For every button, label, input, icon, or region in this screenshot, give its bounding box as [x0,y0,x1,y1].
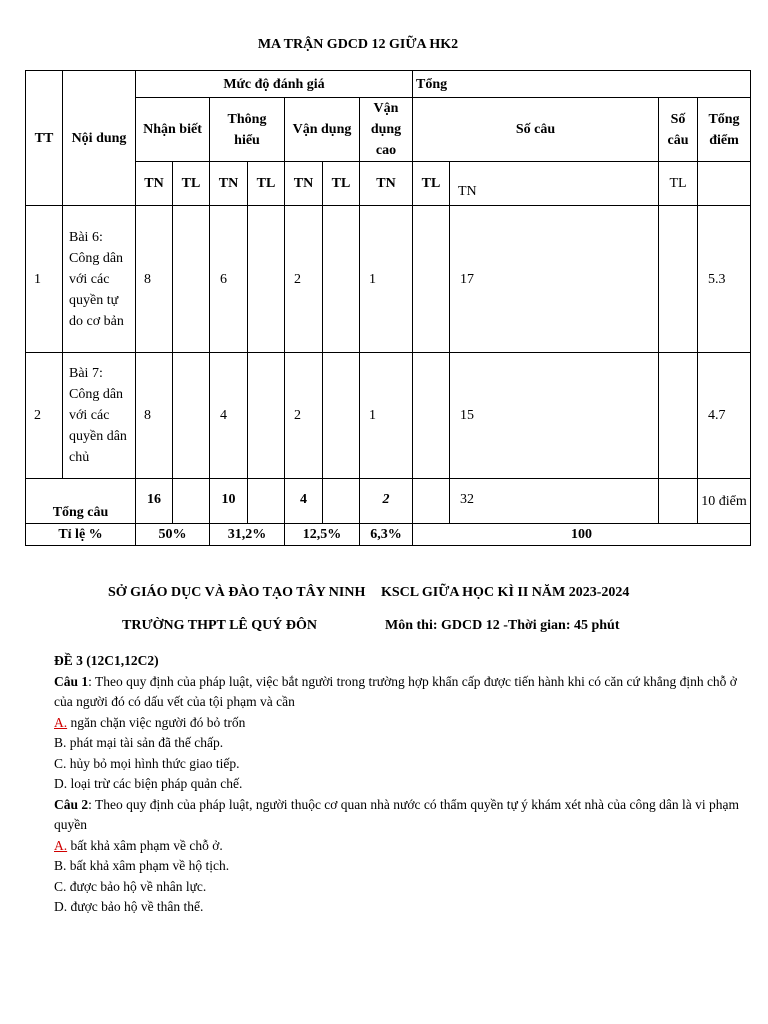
exam-code: ĐỀ 3 (12C1,12C2) [54,653,159,668]
option-a [54,836,744,857]
total-vdc-tl [413,479,450,524]
percent-vdc: 6,3% [360,524,413,546]
total-score: 10 điểm [698,479,751,524]
row-total-tn: 15 [450,353,659,479]
option-text: hủy bỏ mọi hình thức giao tiếp. [66,755,240,771]
row-total-tl [659,353,698,479]
option-text: ngăn chặn việc người đó bỏ trốn [67,714,246,730]
header-recognition: Nhận biết [136,98,210,162]
exam-name: KSCL GIỮA HỌC KÌ II NĂM 2023-2024 [381,585,630,600]
option-text: bất khả xâm phạm về chỗ ở. [67,837,223,853]
header-application: Vận dụng [285,98,360,162]
total-nb-tl [173,479,210,524]
row-vd-tn: 2 [285,353,323,479]
row-total-tl [659,206,698,353]
header-content: Nội dung [63,71,136,206]
percent-th: 31,2% [210,524,285,546]
option-text: phát mại tài sản đã thế chấp. [66,735,224,750]
subject-info: Môn thi: GDCD 12 -Thời gian: 45 phút [385,618,620,633]
row-score: 5.3 [698,206,751,353]
row-vdc-tl [413,206,450,353]
option-letter: C. [54,878,67,894]
row-total-tn: 17 [450,206,659,353]
header-high-application: Vận dụng cao [360,98,413,162]
header-th-tl: TL [248,162,285,206]
school-name: TRƯỜNG THPT LÊ QUÝ ĐÔN [122,618,317,633]
option-b [54,733,744,754]
row-nb-tn: 8 [136,206,173,353]
row-vd-tl [323,206,360,353]
total-vdc: 2 [360,479,413,524]
row-th-tl [248,206,285,353]
header-vdc-tn: TN [360,162,413,206]
header-total: Tổng [413,71,751,98]
row-vdc-tl [413,353,450,479]
header-nb-tl: TL [173,162,210,206]
option-letter: D. [54,776,68,791]
row-vdc-tn: 1 [360,206,413,353]
option-letter-correct: A. [54,714,68,730]
question-2 [54,795,744,836]
option-letter: D. [54,899,68,914]
row-vd-tl [323,353,360,479]
total-th-tl [248,479,285,524]
header-total-score: Tổng điểm [698,98,751,162]
quiz-section [54,651,744,918]
header-total-tl: TL [413,162,450,206]
row-th-tn: 4 [210,353,248,479]
header-vd-tn: TN [285,162,323,206]
option-text: được bảo hộ về thân thể. [67,899,204,914]
row-th-tn: 6 [210,206,248,353]
row-nb-tl [173,353,210,479]
percent-nb: 50% [136,524,210,546]
option-letter: B. [54,735,67,750]
option-d [54,897,744,918]
question-1 [54,672,744,713]
header-tt: TT [26,71,63,206]
department-name: SỞ GIÁO DỤC VÀ ĐÀO TẠO TÂY NINH [108,585,366,600]
option-text: loại trừ các biện pháp quản chế. [67,776,243,791]
total-vd-tl [323,479,360,524]
percent-row [26,524,751,546]
question-text: : Theo quy định của pháp luật, người thuộc cơ quan nhà nước có thẩm quyền tự ý khám xét nhà của công dân là vi phạm quyền [54,796,739,832]
row-content: Bài 6: Công dân với các quyền tự do cơ bản [63,206,136,353]
assessment-matrix-table [25,70,751,546]
row-th-tl [248,353,285,479]
option-d [54,774,744,795]
option-text: bất khả xâm phạm về hộ tịch. [66,858,230,873]
option-text: được bảo hộ về nhân lực. [66,878,207,894]
option-c [54,754,744,775]
total-label: Tổng câu [26,479,136,524]
row-vd-tn: 2 [285,206,323,353]
header-nb-tn: TN [136,162,173,206]
header-question-count-2: Số câu [659,98,698,162]
row-nb-tl [173,206,210,353]
header-understanding: Thông hiểu [210,98,285,162]
option-a [54,713,744,734]
question-label: Câu 1 [54,673,89,689]
table-row [26,353,751,479]
row-score: 4.7 [698,353,751,479]
row-content: Bài 7: Công dân với các quyền dân chủ [63,353,136,479]
table-row [26,206,751,353]
row-tt: 2 [26,353,63,479]
option-b [54,856,744,877]
total-tn: 32 [450,479,659,524]
header-total-tn: TN [450,162,659,206]
percent-label: Tỉ lệ % [26,524,136,546]
question-label: Câu 2 [54,796,89,812]
total-th: 10 [210,479,248,524]
total-nb: 16 [136,479,173,524]
document-title: MA TRẬN GDCD 12 GIỮA HK2 [257,37,459,52]
row-vdc-tn: 1 [360,353,413,479]
question-text: : Theo quy định của pháp luật, việc bắt người trong trường hợp khẩn cấp được tiến hành khi có căn cứ khẳng định chỗ ở của người đó có dấu vết của tội phạm và cần [54,673,737,709]
total-row [26,479,751,524]
option-letter-correct: A. [54,837,68,853]
percent-vd: 12,5% [285,524,360,546]
percent-total: 100 [413,524,751,546]
option-letter: B. [54,858,67,873]
header-question-count: Số câu [413,98,659,162]
header-assessment-level: Mức độ đánh giá [136,71,413,98]
header-total-tl-2: TL [659,162,698,206]
header-th-tn: TN [210,162,248,206]
option-c [54,877,744,898]
empty-cell [698,162,751,206]
option-letter: C. [54,755,67,771]
total-tl [659,479,698,524]
row-nb-tn: 8 [136,353,173,479]
total-vd: 4 [285,479,323,524]
header-vd-tl: TL [323,162,360,206]
row-tt: 1 [26,206,63,353]
